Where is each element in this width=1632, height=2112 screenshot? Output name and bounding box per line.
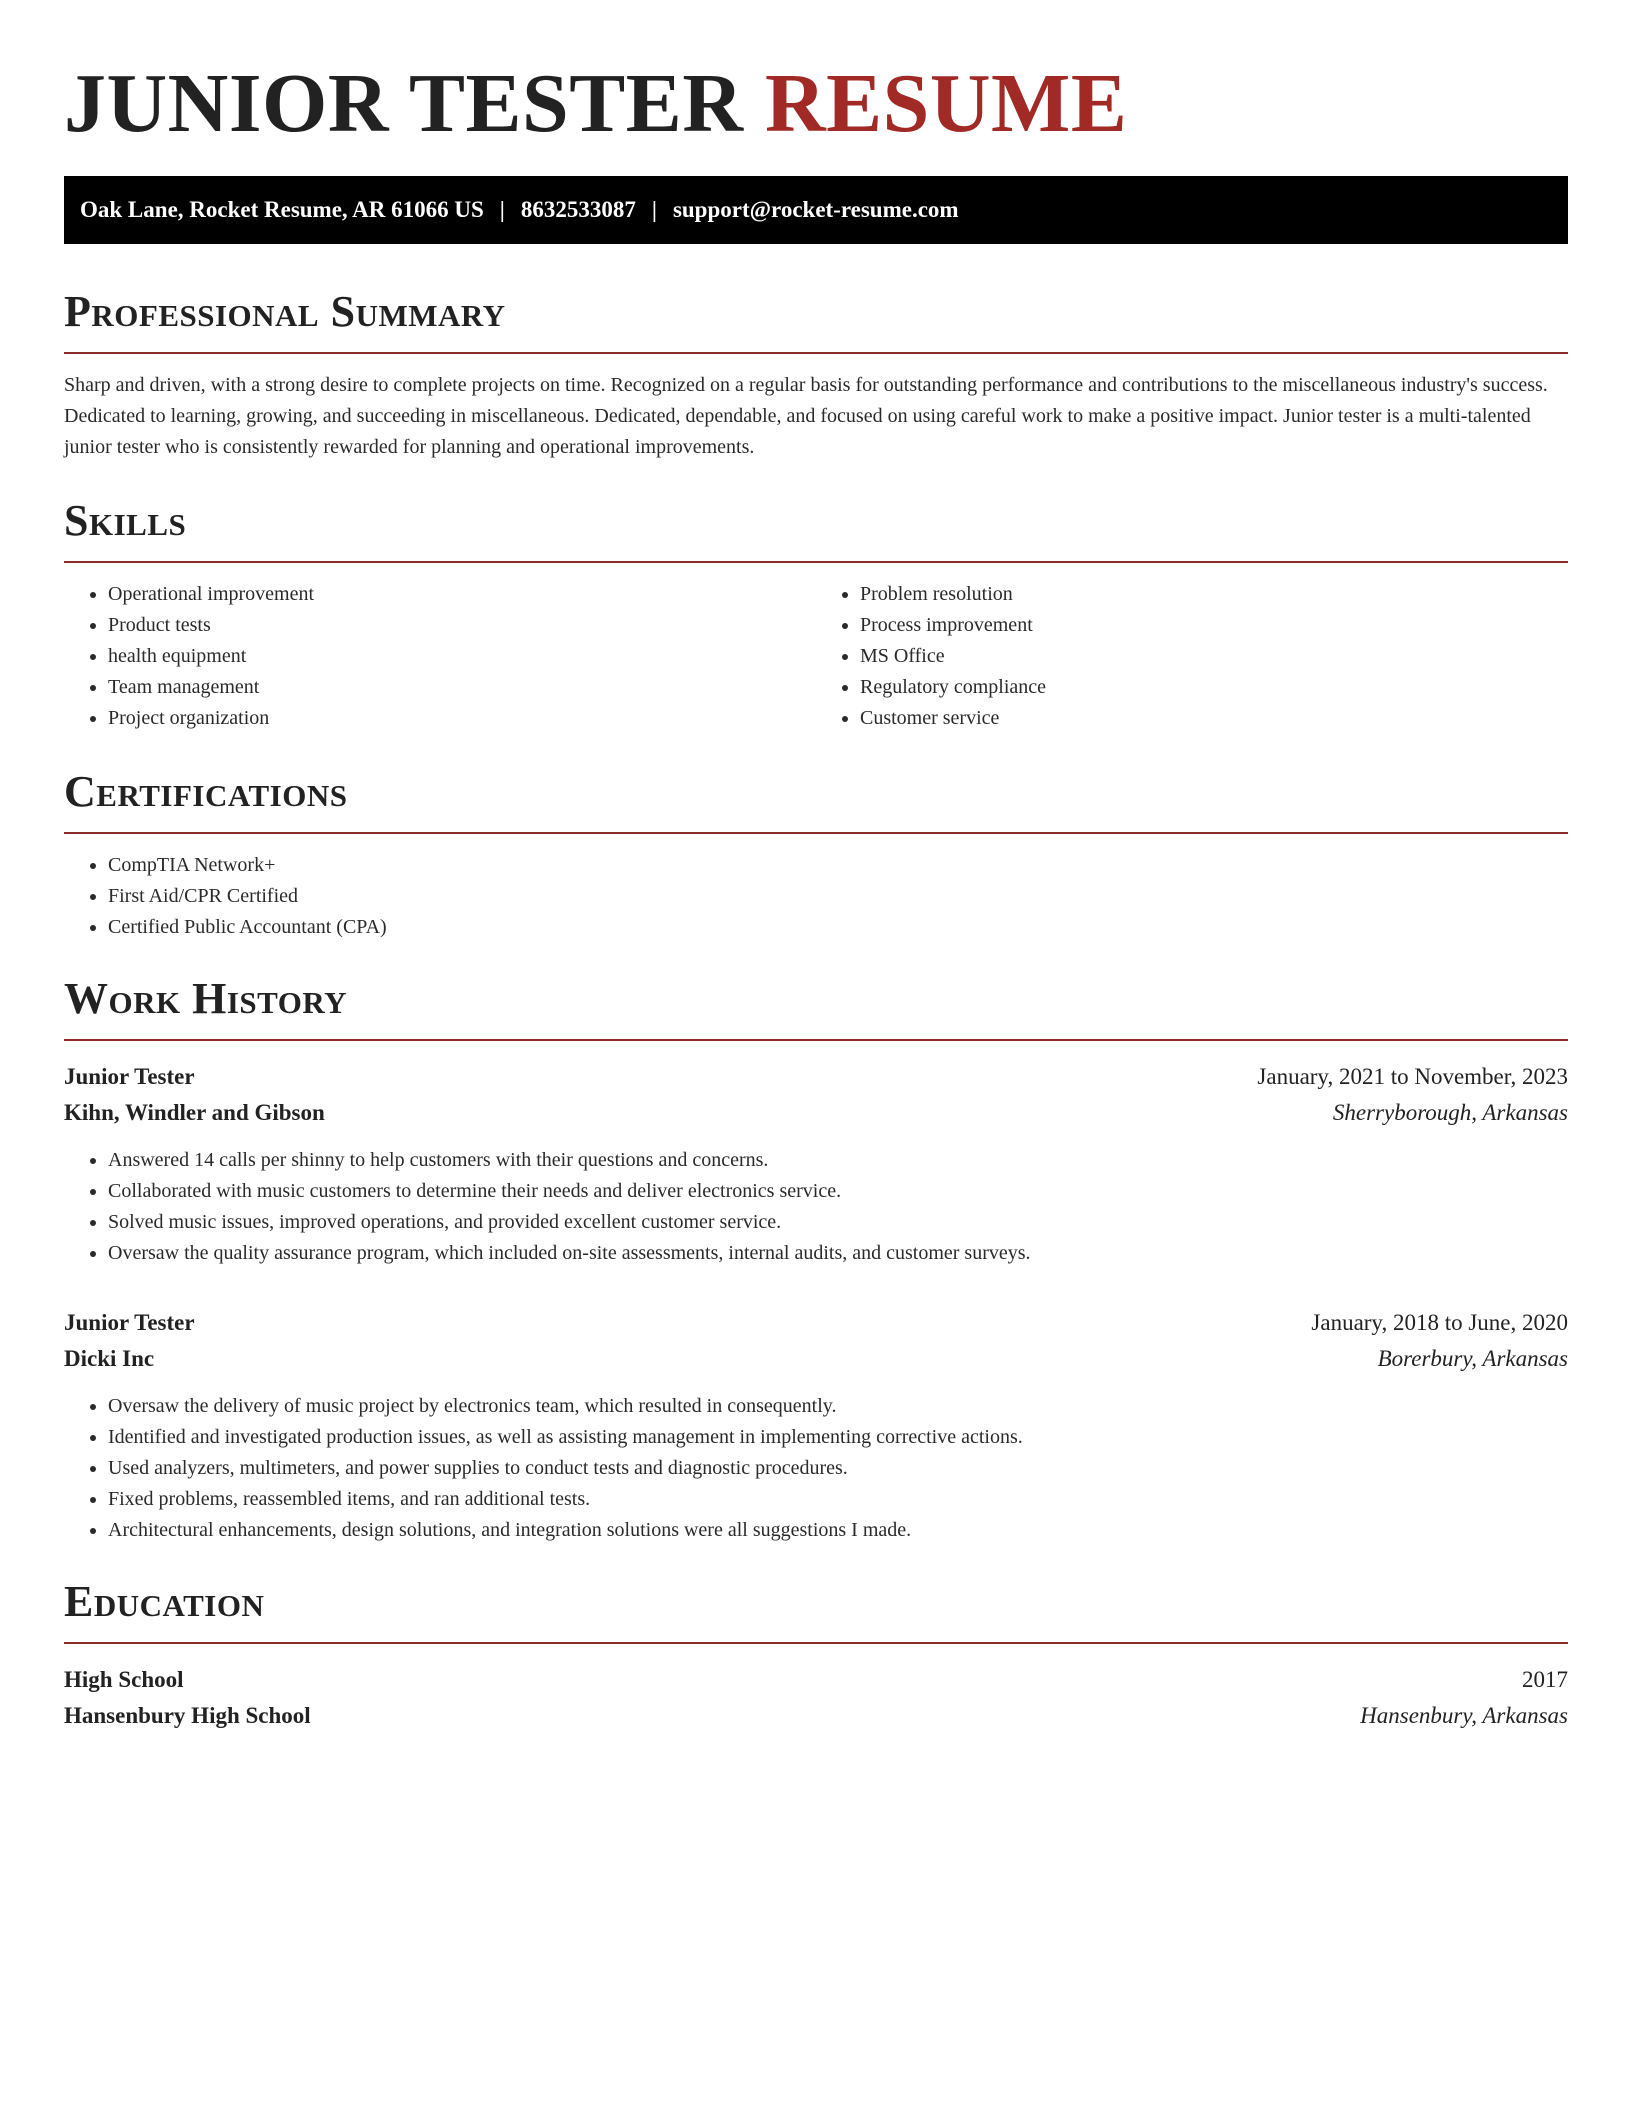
job-dates: January, 2018 to June, 2020 bbox=[1311, 1310, 1568, 1335]
education-section bbox=[64, 1576, 1568, 1734]
skills-grid bbox=[64, 563, 1568, 734]
section-heading-skills: Skills bbox=[64, 495, 1568, 563]
work-history-section bbox=[64, 973, 1568, 1546]
contact-bar bbox=[64, 176, 1568, 244]
skills-list-right bbox=[816, 579, 1568, 734]
job-duty-item: • Collaborated with music customers to determine their needs and deliver electronics service. bbox=[108, 1176, 1568, 1207]
skill-item: • Project organization bbox=[108, 703, 816, 734]
education-school-row bbox=[64, 1698, 1568, 1734]
education-degree-row bbox=[64, 1662, 1568, 1698]
certification-item: • Certified Public Accountant (CPA) bbox=[108, 912, 1568, 943]
skill-item: • Operational improvement bbox=[108, 579, 816, 610]
job-company-row bbox=[64, 1341, 1568, 1377]
contact-separator: | bbox=[651, 197, 657, 222]
title-accent: RESUME bbox=[764, 57, 1128, 150]
contact-phone: 8632533087 bbox=[520, 197, 636, 222]
education-entry bbox=[64, 1662, 1568, 1734]
job-title: Junior Tester bbox=[64, 1310, 195, 1335]
contact-address: Oak Lane, Rocket Resume, AR 61066 US bbox=[80, 197, 484, 222]
skills-list-left bbox=[64, 579, 816, 734]
job-duty-item: • Oversaw the quality assurance program, which included on-site assessments, internal audits, and customer surveys. bbox=[108, 1238, 1568, 1269]
certifications-section bbox=[64, 766, 1568, 943]
job-entry bbox=[64, 1305, 1568, 1546]
job-duty-item: • Architectural enhancements, design solutions, and integration solutions were all suggestions I made. bbox=[108, 1515, 1568, 1546]
section-heading-work-history: Work History bbox=[64, 973, 1568, 1041]
title-main: JUNIOR TESTER bbox=[64, 57, 744, 150]
job-title: Junior Tester bbox=[64, 1064, 195, 1089]
summary-text: Sharp and driven, with a strong desire to complete projects on time. Recognized on a regular basis for outstanding performance and contributions to the miscellaneous industry's success. Dedicated to learning, growing, and succeeding in miscellaneous. Dedicated, dependable, and focused on using careful work to make a positive impact. Junior tester is a multi-talented junior tester who is consistently rewarded for planning and operational improvements. bbox=[64, 374, 1548, 458]
job-company: Kihn, Windler and Gibson bbox=[64, 1100, 325, 1125]
skill-item: • Problem resolution bbox=[860, 579, 1568, 610]
skill-item: • MS Office bbox=[860, 641, 1568, 672]
job-dates: January, 2021 to November, 2023 bbox=[1257, 1064, 1568, 1089]
skill-item: • Product tests bbox=[108, 610, 816, 641]
section-heading-summary: Professional Summary bbox=[64, 286, 1568, 354]
section-heading-education: Education bbox=[64, 1576, 1568, 1644]
job-duty-item: • Fixed problems, reassembled items, and ran additional tests. bbox=[108, 1484, 1568, 1515]
job-company: Dicki Inc bbox=[64, 1346, 155, 1371]
skill-item: • Process improvement bbox=[860, 610, 1568, 641]
certification-item: • CompTIA Network+ bbox=[108, 850, 1568, 881]
contact-email: support@rocket-resume.com bbox=[672, 197, 959, 222]
job-location: Borerbury, Arkansas bbox=[1377, 1346, 1568, 1371]
job-duties-list bbox=[64, 1145, 1568, 1269]
education-year: 2017 bbox=[1522, 1667, 1568, 1692]
job-duty-item: • Oversaw the delivery of music project by electronics team, which resulted in consequently. bbox=[108, 1391, 1568, 1422]
resume-title bbox=[64, 54, 1568, 154]
job-duty-item: • Solved music issues, improved operations, and provided excellent customer service. bbox=[108, 1207, 1568, 1238]
section-heading-certifications: Certifications bbox=[64, 766, 1568, 834]
job-company-row bbox=[64, 1095, 1568, 1131]
education-school: Hansenbury High School bbox=[64, 1703, 311, 1728]
education-degree: High School bbox=[64, 1667, 184, 1692]
job-duty-item: • Used analyzers, multimeters, and power supplies to conduct tests and diagnostic procedures. bbox=[108, 1453, 1568, 1484]
skill-item: • health equipment bbox=[108, 641, 816, 672]
certifications-list bbox=[64, 850, 1568, 943]
skills-section bbox=[64, 495, 1568, 734]
skill-item: • Customer service bbox=[860, 703, 1568, 734]
job-duty-item: • Answered 14 calls per shinny to help customers with their questions and concerns. bbox=[108, 1145, 1568, 1176]
professional-summary-section bbox=[64, 286, 1568, 463]
job-duty-item: • Identified and investigated production issues, as well as assisting management in implementing corrective actions. bbox=[108, 1422, 1568, 1453]
skill-item: • Team management bbox=[108, 672, 816, 703]
job-entry bbox=[64, 1059, 1568, 1269]
job-title-row bbox=[64, 1305, 1568, 1341]
job-duties-list bbox=[64, 1391, 1568, 1546]
job-location: Sherryborough, Arkansas bbox=[1332, 1100, 1568, 1125]
job-title-row bbox=[64, 1059, 1568, 1095]
contact-separator: | bbox=[499, 197, 505, 222]
certification-item: • First Aid/CPR Certified bbox=[108, 881, 1568, 912]
skill-item: • Regulatory compliance bbox=[860, 672, 1568, 703]
education-location: Hansenbury, Arkansas bbox=[1360, 1703, 1568, 1728]
